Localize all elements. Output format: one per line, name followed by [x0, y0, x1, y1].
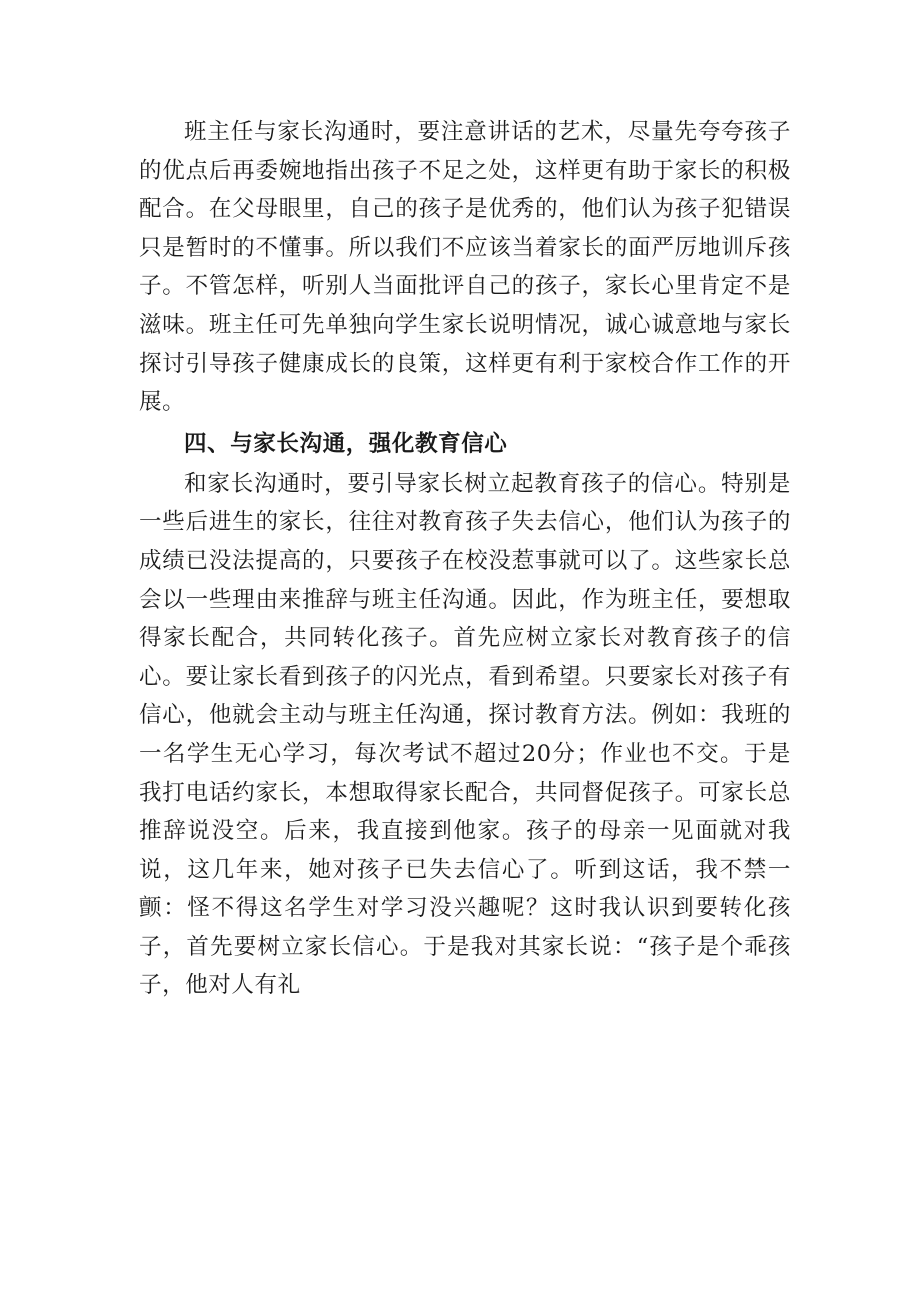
- paragraph-education-confidence: 和家长沟通时，要引导家长树立起教育孩子的信心。特别是一些后进生的家长，往往对教育孩子失去信心，他们认为孩子的成绩已没法提高的，只要孩子在校没惹事就可以了。这些家长总会以一些理由来推辞与班主任沟通。因此，作为班主任，要想取得家长配合，共同转化孩子。首先应树立家长对教育孩子的信心。要让家长看到孩子的闪光点，看到希望。只要家长对孩子有信心，他就会主动与班主任沟通，探讨教育方法。例如：我班的一名学生无心学习，每次考试不超过20分；作业也不交。于是我打电话约家长，本想取得家长配合，共同督促孩子。可家长总推辞说没空。后来，我直接到他家。孩子的母亲一见面就对我说，这几年来，她对孩子已失去信心了。听到这话，我不禁一颤：怪不得这名学生对学习没兴趣呢？这时我认识到要转化孩子，首先要树立家长信心。于是我对其家长说：“孩子是个乖孩子，他对人有礼: [139, 470, 791, 999]
- document-body: [139, 113, 791, 1005]
- paragraph-communication-art: 班主任与家长沟通时，要注意讲话的艺术，尽量先夸夸孩子的优点后再委婉地指出孩子不足之处，这样更有助于家长的积极配合。在父母眼里，自己的孩子是优秀的，他们认为孩子犯错误只是暂时的不懂事。所以我们不应该当着家长的面严厉地训斥孩子。不管怎样，听别人当面批评自己的孩子，家长心里肯定不是滋味。班主任可先单独向学生家长说明情况，诚心诚意地与家长探讨引导孩子健康成长的良策，这样更有利于家校合作工作的开展。: [139, 119, 791, 416]
- section-heading-four: 四、与家长沟通，强化教育信心: [184, 430, 508, 457]
